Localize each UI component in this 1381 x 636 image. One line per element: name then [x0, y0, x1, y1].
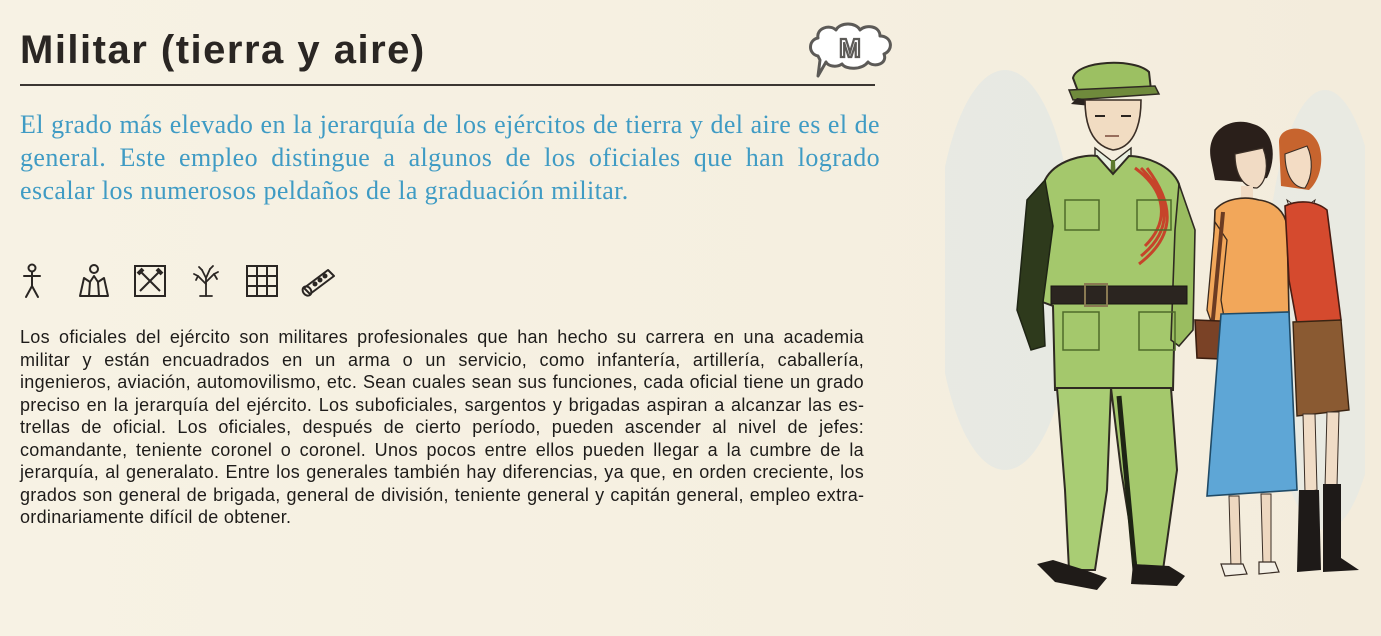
- page-title: Militar (tierra y aire): [20, 28, 426, 72]
- figure-map-icon: [74, 262, 114, 300]
- body-paragraph: Los oficiales del ejército son militares profesionales que han hecho su carrera en una academia militar y están encuadrados en un arma o un servicio, como infantería, artillería, caballería, ingenieros, aviación, automovilismo, etc. Sean cuales sean sus funciones, cada oficial tiene un grado preciso en la jerarquía del ejército. Los suboficiales, sargentos y brigadas aspiran a alcanzar las estrellas de oficial. Los oficiales, después de cierto período, pueden ascender al nivel de jefes: comandante, teniente coronel o coronel. Unos pocos entre ellos pueden llegar a la cumbre de la jerarquía, al generalato. Entre los generales también hay diferencias, ya que, en orden creciente, los grados son general de brigada, general de división, teniente general y capitán general, empleo extraordinariamente difícil de obtener.: [20, 327, 864, 527]
- grid-icon: [242, 262, 282, 300]
- category-icons: [18, 262, 338, 300]
- crossed-tools-icon: [130, 262, 170, 300]
- title-divider: [20, 84, 875, 86]
- officer-and-girls-illustration: [945, 50, 1365, 630]
- badge-letter: M: [839, 33, 861, 63]
- person-icon: [18, 262, 58, 300]
- tree-icon: [186, 262, 226, 300]
- speech-bubble-badge: [804, 20, 896, 82]
- diploma-scroll-icon: [298, 262, 338, 300]
- lead-paragraph: El grado más elevado en la jerarquía de los ejércitos de tierra y del aire es el de general. Este empleo distingue a algunos de los oficiales que han logrado escalar los numerosos peldaños de la graduación militar.: [20, 110, 880, 205]
